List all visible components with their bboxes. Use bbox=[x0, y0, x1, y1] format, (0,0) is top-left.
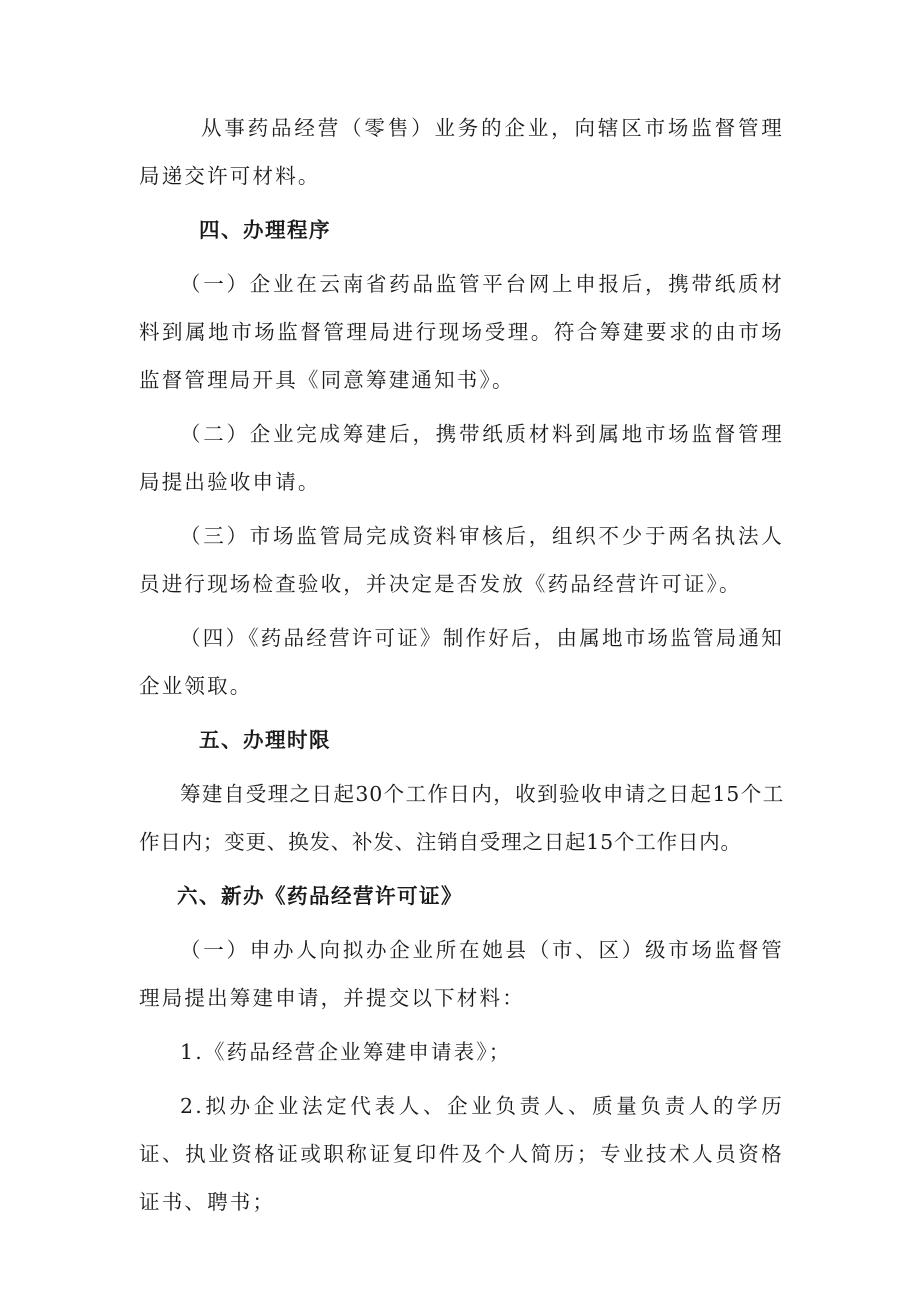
paragraph-procedure-step-1: （一）企业在云南省药品监管平台网上申报后，携带纸质材料到属地市场监督管理局进行现场受理。符合筹建要求的由市场监督管理局开具《同意筹建通知书》。 bbox=[139, 272, 784, 392]
paragraph-submission-intro: 从事药品经营（零售）业务的企业，向辖区市场监督管理局递交许可材料。 bbox=[139, 116, 784, 188]
list-item-personnel-documents: 2.拟办企业法定代表人、企业负责人、质量负责人的学历证、执业资格证或职称证复印件及个人简历；专业技术人员资格证书、聘书； bbox=[139, 1094, 784, 1214]
heading-procedure: 四、办理程序 bbox=[199, 218, 331, 242]
paragraph-time-limit: 筹建自受理之日起30个工作日内，收到验收申请之日起15个工作日内；变更、换发、补发、注销自受理之日起15个工作日内。 bbox=[139, 782, 784, 854]
document-body bbox=[139, 104, 784, 1226]
heading-new-license: 六、新办《药品经营许可证》 bbox=[177, 884, 463, 908]
paragraph-procedure-step-3: （三）市场监管局完成资料审核后，组织不少于两名执法人员进行现场检查验收，并决定是否发放《药品经营许可证》。 bbox=[139, 524, 784, 596]
paragraph-procedure-step-2: （二）企业完成筹建后，携带纸质材料到属地市场监督管理局提出验收申请。 bbox=[139, 422, 784, 494]
heading-time-limit: 五、办理时限 bbox=[199, 728, 331, 752]
list-item-application-form: 1.《药品经营企业筹建申请表》； bbox=[180, 1040, 512, 1064]
paragraph-procedure-step-4: （四）《药品经营许可证》制作好后，由属地市场监管局通知企业领取。 bbox=[139, 626, 784, 698]
paragraph-new-license-step-1: （一）申办人向拟办企业所在她县（市、区）级市场监督管理局提出筹建申请，并提交以下材料： bbox=[139, 938, 784, 1010]
